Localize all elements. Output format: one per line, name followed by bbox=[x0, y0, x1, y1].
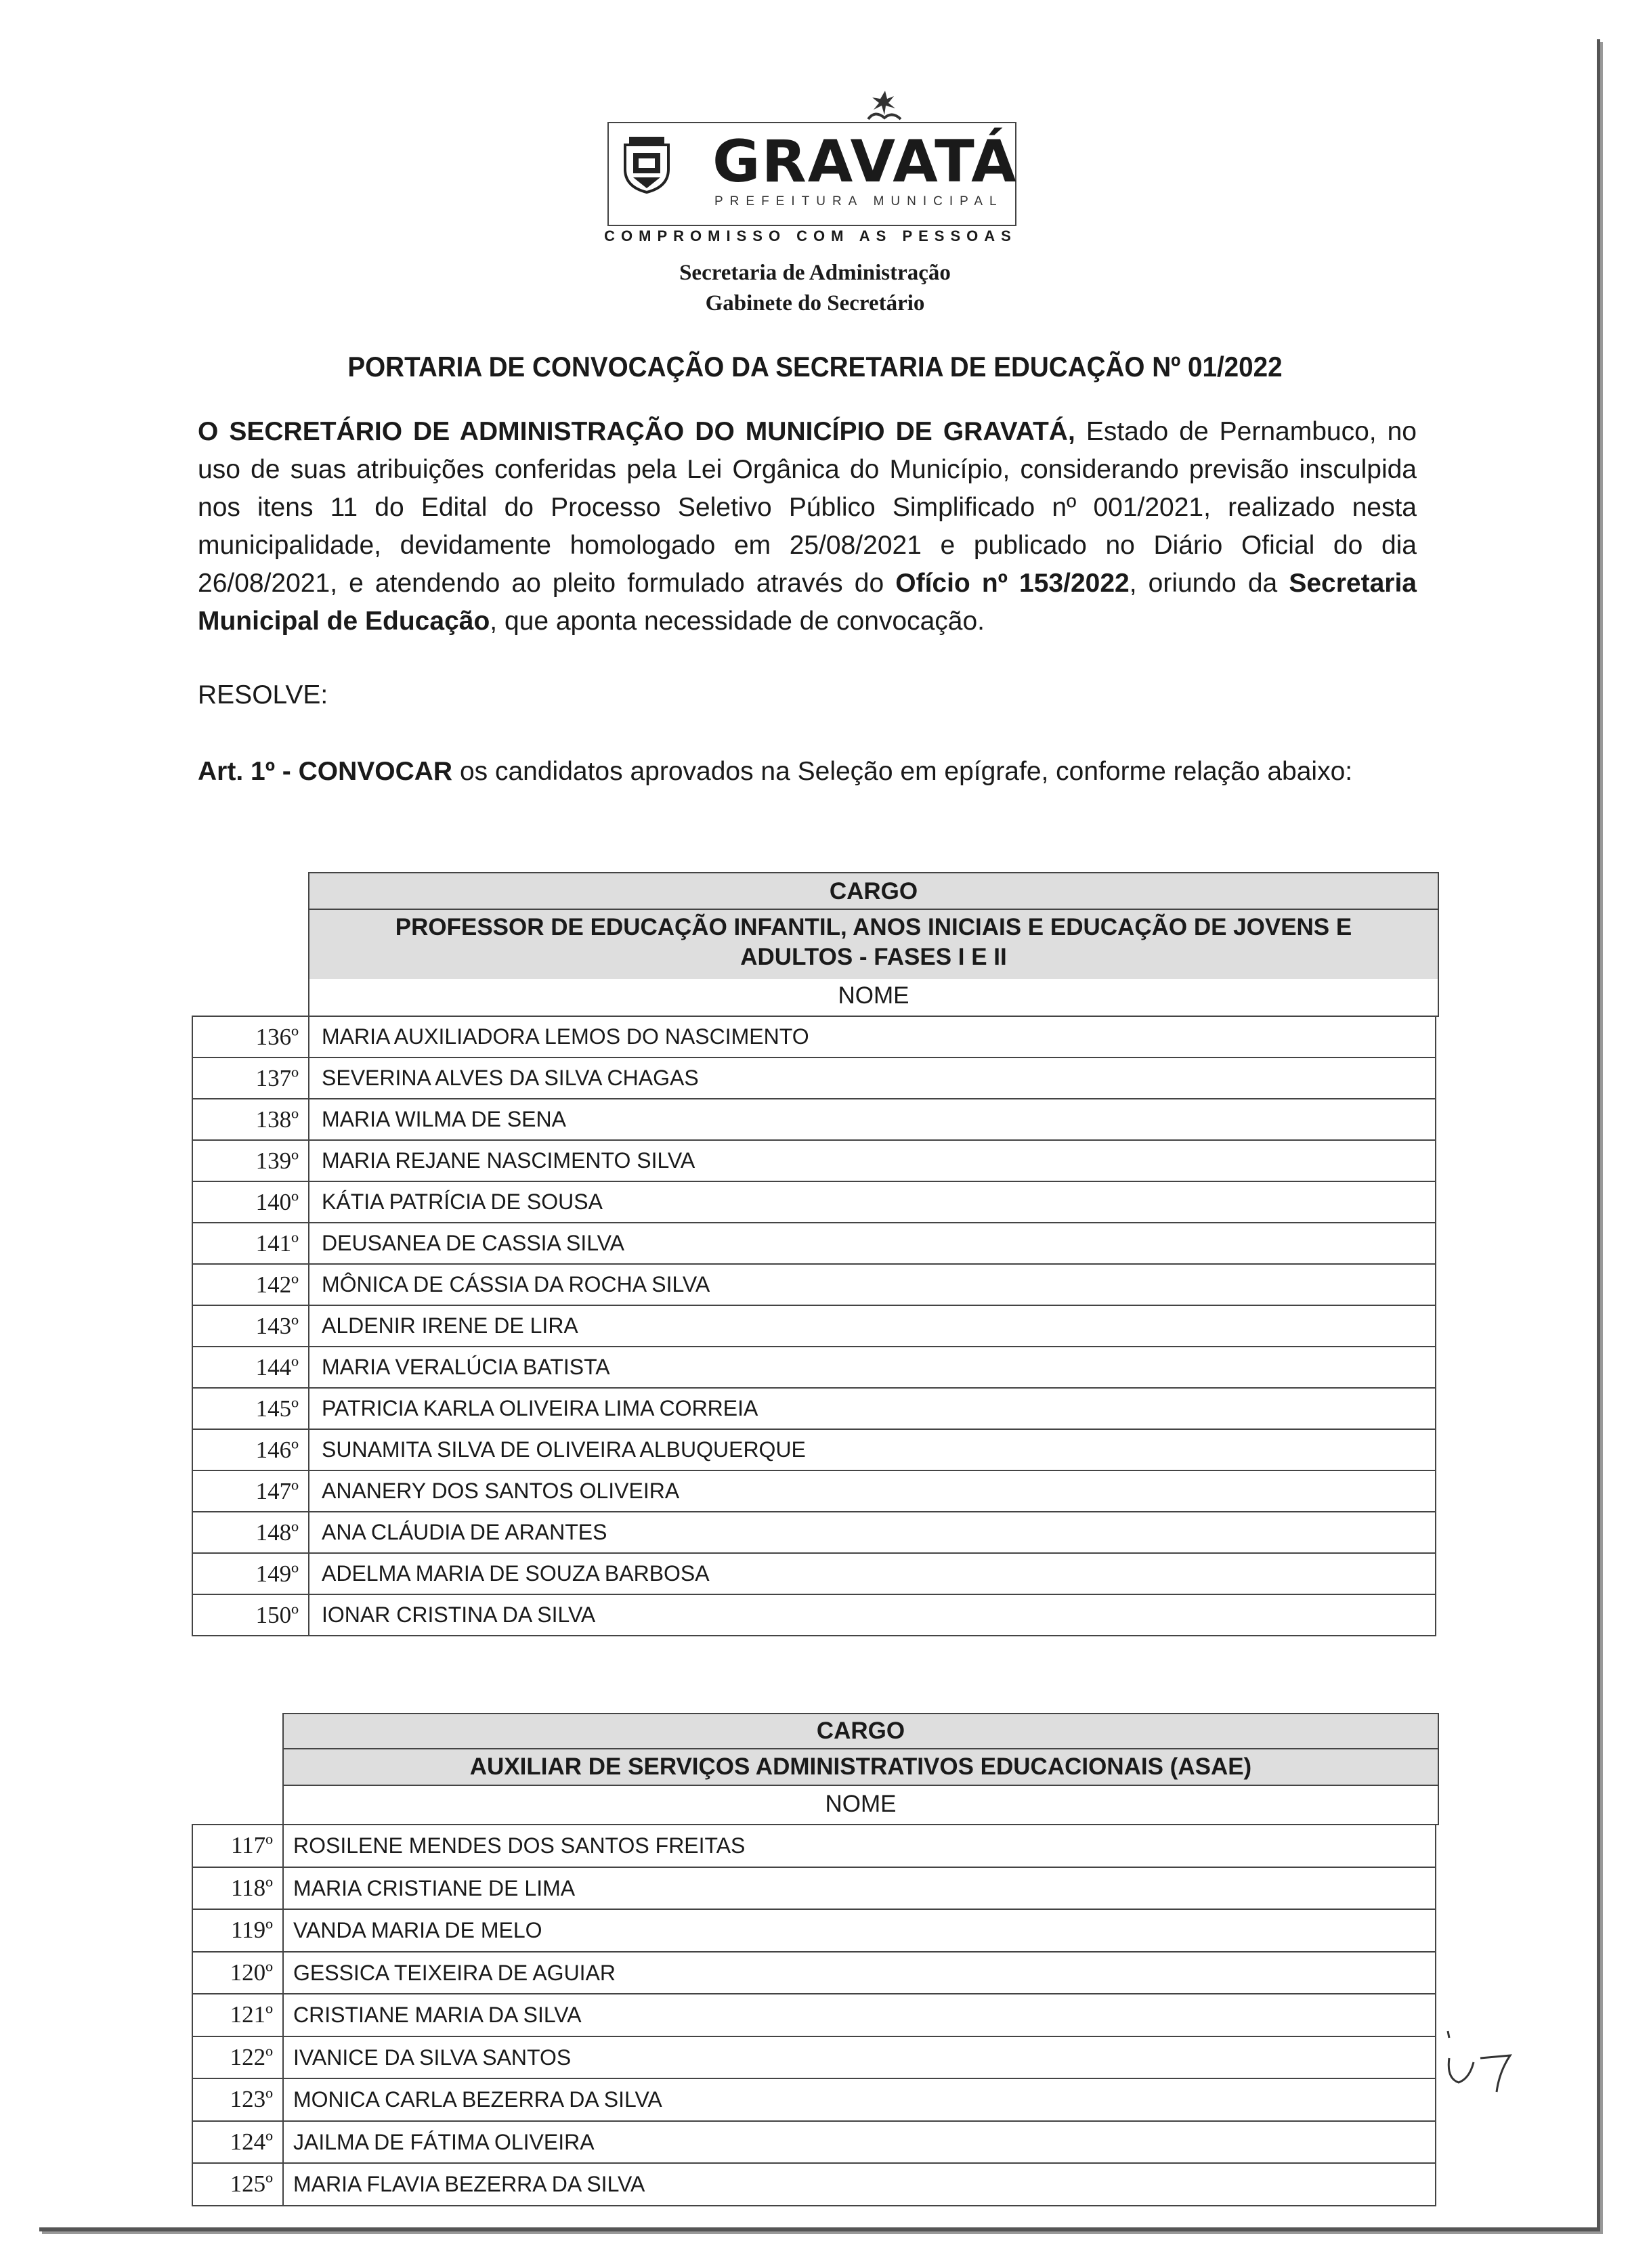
table-row bbox=[192, 1910, 1436, 1953]
row-candidate-name: MARIA FLAVIA BEZERRA DA SILVA bbox=[293, 2172, 645, 2196]
office-name: Gabinete do Secretário bbox=[705, 291, 925, 315]
table-row bbox=[192, 1265, 1436, 1306]
table1-header bbox=[308, 872, 1439, 978]
table-row bbox=[192, 1182, 1436, 1223]
table-row bbox=[192, 2164, 1436, 2206]
row-rank: 143º bbox=[193, 1306, 309, 1346]
row-rank: 149º bbox=[193, 1554, 309, 1594]
row-rank: 150º bbox=[193, 1595, 309, 1635]
table-row bbox=[192, 1953, 1436, 1995]
row-rank: 120º bbox=[193, 1953, 284, 1994]
row-rank: 137º bbox=[193, 1058, 309, 1098]
preamble-bold-subject: O SECRETÁRIO DE ADMINISTRAÇÃO DO MUNICÍPIO DE GRAVATÁ, bbox=[198, 417, 1075, 446]
handwritten-initials bbox=[1442, 2024, 1524, 2099]
row-candidate-name: VANDA MARIA DE MELO bbox=[293, 1918, 542, 1942]
row-rank: 122º bbox=[193, 2037, 284, 2078]
table-row bbox=[192, 2079, 1436, 2122]
row-rank: 124º bbox=[193, 2122, 284, 2163]
row-rank: 119º bbox=[193, 1910, 284, 1951]
table1-body bbox=[192, 1016, 1436, 1636]
row-rank: 141º bbox=[193, 1223, 309, 1263]
row-candidate-name: IVANICE DA SILVA SANTOS bbox=[293, 2045, 572, 2070]
row-rank: 147º bbox=[193, 1471, 309, 1511]
preamble-text-1: Estado de Pernambuco, no uso de suas atribuições conferidas pela Lei Orgânica do Município, considerando previsão insculpida nos itens 11 do Edital do Processo Seletivo Público Simplificado nº 001/2021, realizado nesta municipalidade, devidamente homologado em 25/08/2021 e publicado no Diário Oficial do dia 26/08/2021, e atendendo ao pleito formulado através do bbox=[198, 417, 1417, 598]
table-row bbox=[192, 1994, 1436, 2037]
row-candidate-name: IONAR CRISTINA DA SILVA bbox=[322, 1602, 596, 1627]
table-row bbox=[192, 1554, 1436, 1595]
preamble-paragraph bbox=[198, 413, 1417, 640]
row-rank: 144º bbox=[193, 1347, 309, 1387]
preamble-bold-oficio: Ofício nº 153/2022 bbox=[895, 569, 1130, 598]
resolve-heading: RESOLVE: bbox=[198, 680, 328, 710]
article-1-text: os candidatos aprovados na Seleção em epígrafe, conforme relação abaixo: bbox=[452, 757, 1353, 786]
table2-header bbox=[282, 1713, 1439, 1786]
row-candidate-name: MARIA REJANE NASCIMENTO SILVA bbox=[322, 1148, 695, 1173]
table1-cargo-line1: PROFESSOR DE EDUCAÇÃO INFANTIL, ANOS INICIAIS E EDUCAÇÃO DE JOVENS E bbox=[395, 914, 1352, 940]
table2-body bbox=[192, 1824, 1436, 2206]
table-row bbox=[192, 1868, 1436, 1911]
row-rank: 138º bbox=[193, 1099, 309, 1139]
article-1 bbox=[198, 757, 1352, 787]
row-candidate-name: KÁTIA PATRÍCIA DE SOUSA bbox=[322, 1190, 603, 1214]
table2-cargo-label: CARGO bbox=[284, 1714, 1438, 1748]
table1-cargo-title bbox=[309, 909, 1438, 979]
table-row bbox=[192, 1389, 1436, 1430]
table1-cargo-line2: ADULTOS - FASES I E II bbox=[740, 944, 1007, 970]
table-row bbox=[192, 1825, 1436, 1868]
article-1-bold: Art. 1º - CONVOCAR bbox=[198, 757, 453, 786]
table-row bbox=[192, 1141, 1436, 1182]
row-rank: 142º bbox=[193, 1265, 309, 1305]
row-candidate-name: MARIA AUXILIADORA LEMOS DO NASCIMENTO bbox=[322, 1024, 809, 1049]
department-name: Secretaria de Administração bbox=[679, 261, 951, 285]
row-candidate-name: CRISTIANE MARIA DA SILVA bbox=[293, 2003, 582, 2027]
row-rank: 121º bbox=[193, 1994, 284, 2036]
row-rank: 118º bbox=[193, 1868, 284, 1909]
row-candidate-name: MARIA CRISTIANE DE LIMA bbox=[293, 1875, 576, 1900]
row-candidate-name: GESSICA TEIXEIRA DE AGUIAR bbox=[293, 1960, 616, 1985]
document-title: PORTARIA DE CONVOCAÇÃO DA SECRETARIA DE EDUCAÇÃO Nº 01/2022 bbox=[347, 351, 1283, 383]
row-candidate-name: MONICA CARLA BEZERRA DA SILVA bbox=[293, 2087, 662, 2112]
row-rank: 146º bbox=[193, 1430, 309, 1470]
row-rank: 145º bbox=[193, 1389, 309, 1429]
table2-cargo-title: AUXILIAR DE SERVIÇOS ADMINISTRATIVOS EDUCACIONAIS (ASAE) bbox=[284, 1748, 1438, 1785]
row-candidate-name: DEUSANEA DE CASSIA SILVA bbox=[322, 1231, 624, 1255]
table-row bbox=[192, 1595, 1436, 1636]
row-rank: 140º bbox=[193, 1182, 309, 1222]
row-candidate-name: MARIA WILMA DE SENA bbox=[322, 1107, 566, 1131]
row-candidate-name: ROSILENE MENDES DOS SANTOS FREITAS bbox=[293, 1833, 746, 1858]
table-row bbox=[192, 1099, 1436, 1141]
row-candidate-name: MARIA VERALÚCIA BATISTA bbox=[322, 1355, 610, 1379]
row-rank: 123º bbox=[193, 2079, 284, 2120]
table-row bbox=[192, 2122, 1436, 2164]
row-candidate-name: ADELMA MARIA DE SOUZA BARBOSA bbox=[322, 1561, 710, 1586]
gravata-logo bbox=[607, 115, 1021, 223]
row-rank: 117º bbox=[193, 1825, 284, 1867]
row-candidate-name: MÔNICA DE CÁSSIA DA ROCHA SILVA bbox=[322, 1272, 710, 1296]
table-row bbox=[192, 1347, 1436, 1389]
row-candidate-name: PATRICIA KARLA OLIVEIRA LIMA CORREIA bbox=[322, 1396, 758, 1420]
preamble-text-3: , que aponta necessidade de convocação. bbox=[490, 607, 985, 636]
table2-nome-header: NOME bbox=[282, 1785, 1439, 1825]
row-candidate-name: ANANERY DOS SANTOS OLIVEIRA bbox=[322, 1479, 680, 1503]
table-row bbox=[192, 1017, 1436, 1058]
row-candidate-name: ANA CLÁUDIA DE ARANTES bbox=[322, 1520, 607, 1544]
table1-nome-header: NOME bbox=[308, 976, 1439, 1017]
row-rank: 125º bbox=[193, 2164, 284, 2205]
table-row bbox=[192, 1058, 1436, 1099]
table-row bbox=[192, 2037, 1436, 2080]
row-rank: 136º bbox=[193, 1017, 309, 1057]
city-crest-icon bbox=[622, 135, 671, 194]
row-candidate-name: JAILMA DE FÁTIMA OLIVEIRA bbox=[293, 2129, 595, 2154]
table-row bbox=[192, 1430, 1436, 1471]
table-row bbox=[192, 1223, 1436, 1265]
row-candidate-name: SEVERINA ALVES DA SILVA CHAGAS bbox=[322, 1066, 699, 1090]
row-rank: 148º bbox=[193, 1512, 309, 1552]
preamble-bold-secretaria: Secretaria Municipal de Educação bbox=[198, 569, 1417, 636]
table1-cargo-label: CARGO bbox=[309, 873, 1438, 910]
row-rank: 139º bbox=[193, 1141, 309, 1181]
table-row bbox=[192, 1471, 1436, 1512]
row-candidate-name: SUNAMITA SILVA DE OLIVEIRA ALBUQUERQUE bbox=[322, 1437, 806, 1462]
logo-subtitle: PREFEITURA MUNICIPAL bbox=[714, 194, 1004, 209]
slogan: COMPROMISSO COM AS PESSOAS bbox=[604, 227, 1017, 244]
table-row bbox=[192, 1306, 1436, 1347]
preamble-text-2: , oriundo da bbox=[1129, 569, 1289, 598]
logo-name: GRAVATÁ bbox=[712, 128, 1018, 196]
row-candidate-name: ALDENIR IRENE DE LIRA bbox=[322, 1313, 578, 1338]
table-row bbox=[192, 1512, 1436, 1554]
